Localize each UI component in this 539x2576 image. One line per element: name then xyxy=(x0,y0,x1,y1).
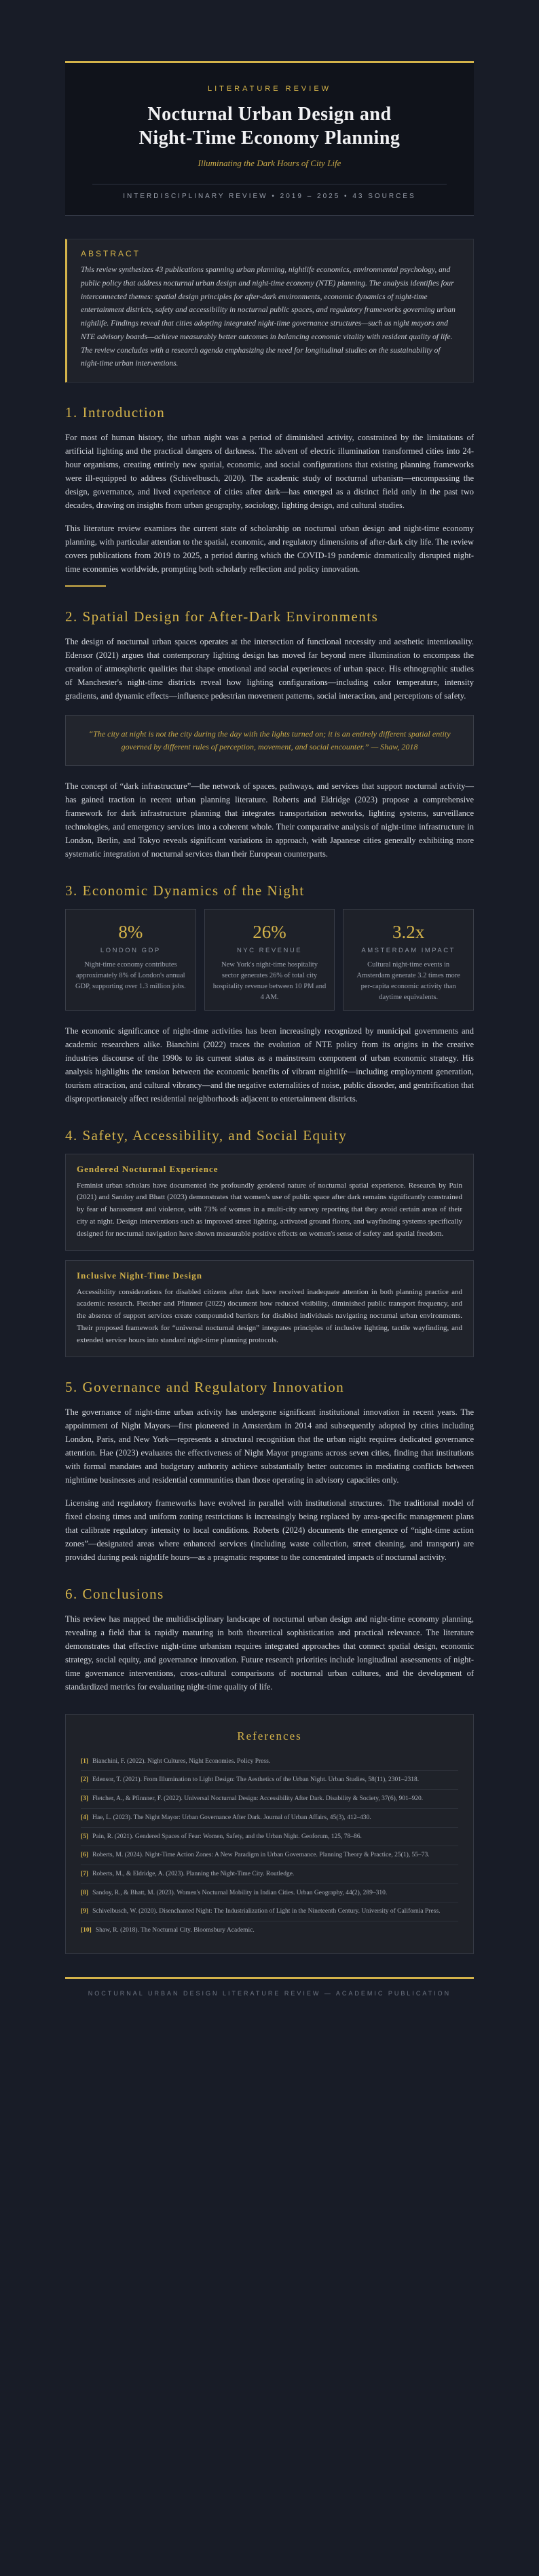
reference-item xyxy=(81,1902,458,1921)
paragraph: This literature review examines the current state of scholarship on nocturnal urban design and night-time economy planning, with particular attention to the spatial, economic, and regulatory dimensions of after-dark city life. The review covers publications from 2019 to 2025, a period during which the COVID-19 pandemic dramatically disrupted night-time economies worldwide, prompting both scholarly reflection and policy innovation. xyxy=(65,524,474,574)
section-heading: 4. Safety, Accessibility, and Social Equity xyxy=(65,1127,348,1144)
reference-number: [7] xyxy=(81,1870,89,1877)
card-title: Inclusive Night-Time Design xyxy=(77,1270,202,1281)
stats-row xyxy=(65,909,474,1011)
page xyxy=(0,61,539,2024)
reference-text: Fletcher, A., & Pfinnner, F. (2022). Universal Nocturnal Design: Accessibility After Dark. Disability & Society, 37(6), 901–920. xyxy=(92,1795,424,1803)
reference-text: Hae, L. (2023). The Night Mayor: Urban Governance After Dark. Journal of Urban Affairs, 45(3), 412–430. xyxy=(92,1814,371,1821)
page-title xyxy=(92,102,447,150)
section-governance xyxy=(65,1379,474,1564)
reference-text: Sandoy, R., & Bhatt, M. (2023). Women's Nocturnal Mobility in Indian Cities. Urban Geography, 44(2), 289–310. xyxy=(92,1889,388,1896)
reference-number: [10] xyxy=(81,1927,92,1934)
paragraph: The design of nocturnal urban spaces operates at the intersection of functional necessity and aesthetic intentionality. Edensor (2021) argues that contemporary lighting design has moved far beyond mere illumination to encompass the creation of atmospheric qualities that shape emotional and social experiences of urban space. His ethnographic studies of Manchester's night-time districts reveal how lighting configurations—including color temperature, intensity gradients, and dynamic effects—influence pedestrian movement patterns, social interaction, and perceptions of safety. xyxy=(65,637,474,701)
reference-item xyxy=(81,1753,458,1772)
page-footer xyxy=(65,1977,474,1997)
stat-card-nyc xyxy=(204,909,335,1011)
stat-value: 8% xyxy=(118,921,143,942)
stat-label: LONDON GDP xyxy=(100,946,161,954)
section-heading: 5. Governance and Regulatory Innovation xyxy=(65,1378,345,1395)
reference-number: [6] xyxy=(81,1852,89,1859)
paragraph: For most of human history, the urban night was a period of diminished activity, constrained by the limitations of artificial lighting and the practical dangers of darkness. The advent of electric illumination transformed cities into 24-hour organisms, creating entirely new spatial, economic, and social configurations that existing planning frameworks were ill-equipped to address (Schivelbusch, 2020). The academic study of nocturnal urbanism—encompassing the design, governance, and lived experience of cities after dark—has emerged as a distinct field only in the past two decades, drawing on insights from urban geography, sociology, lighting design, and cultural studies. xyxy=(65,433,474,511)
reference-text: Shaw, R. (2018). The Nocturnal City. Bloomsbury Academic. xyxy=(95,1927,255,1934)
section-heading: 6. Conclusions xyxy=(65,1585,164,1602)
stat-description: Cultural night-time events in Amsterdam generate 3.2 times more per-capita economic activity than daytime equivalents. xyxy=(356,960,460,1002)
title-line-1: Nocturnal Urban Design and xyxy=(147,104,392,125)
paragraph: The economic significance of night-time activities has been increasingly recognized by municipal governments and academic researchers alike. Bianchini (2022) traces the evolution of NTE policy from its origins in the creative industries discourse of the 1990s to its current status as a mainstream component of urban economic strategy. His analysis highlights the tension between the economic benefits of vibrant nightlife—including employment generation, tourism attraction, and cultural vibrancy—and the negative externalities of noise, public disorder, and gentrification that disproportionately affect residential neighborhoods adjacent to entertainment districts. xyxy=(65,1026,474,1104)
reference-item xyxy=(81,1865,458,1884)
stat-value: 3.2x xyxy=(392,921,425,942)
stat-description: Night-time economy contributes approximately 8% of London's annual GDP, supporting over 1.3 million jobs. xyxy=(75,960,186,991)
document-type-label: LITERATURE REVIEW xyxy=(207,85,332,93)
reference-text: Bianchini, F. (2022). Night Cultures, Night Economies. Policy Press. xyxy=(92,1757,271,1765)
abstract-label: ABSTRACT xyxy=(81,249,141,258)
stat-card-amsterdam xyxy=(343,909,474,1011)
paragraph: The governance of night-time urban activity has undergone significant institutional innovation in recent years. The appointment of Night Mayors—first pioneered in Amsterdam in 2014 and subsequently adopted by cities including London, Paris, and New York—represents a structural recognition that the urban night requires dedicated governance attention. Hae (2023) evaluates the effectiveness of Night Mayor programs across seven cities, finding that institutions with formal mandates and budgetary authority achieve substantially better outcomes in mediating conflicts between nighttime businesses and residential communities than those operating in advisory capacities only. xyxy=(65,1407,474,1485)
paragraph: Licensing and regulatory frameworks have evolved in parallel with institutional structures. The traditional model of fixed closing times and uniform zoning restrictions is increasingly being replaced by area-specific management plans that calibrate regulatory intensity to local conditions. Roberts (2024) documents the emergence of “night-time action zones”—designated areas where enhanced services (including waste collection, street cleaning, and transport) are provided during peak nightlife hours—as a pragmatic response to the concentrated impacts of nocturnal activity. xyxy=(65,1498,474,1562)
reference-number: [2] xyxy=(81,1776,89,1784)
paragraph: The concept of “dark infrastructure”—the network of spaces, pathways, and services that support nocturnal activity—has gained traction in recent urban planning literature. Roberts and Eldridge (2023) propose a comprehensive framework for dark infrastructure planning that integrates transportation networks, lighting systems, surveillance technologies, and emergency services into a coherent whole. Their comparative analysis of night-time infrastructure in London, Berlin, and Tokyo reveals significant variations in approach, with Japanese cities generally exhibiting more systematic integration of nocturnal services than their European counterparts. xyxy=(65,781,474,859)
stat-label: NYC REVENUE xyxy=(236,946,303,954)
reference-text: Pain, R. (2021). Gendered Spaces of Fear: Women, Safety, and the Urban Night. Geoforum, 125, 78–86. xyxy=(92,1833,362,1840)
card-text: Feminist urban scholars have documented the profoundly gendered nature of nocturnal spatial experience. Research by Pain (2021) and Sandoy and Bhatt (2023) demonstrates that women's use of public space after dark remains significantly constrained by fear of harassment and violence, with 73% of women in a multi-city survey reporting that they avoid certain areas of their city at night. Design interventions such as improved street lighting, activated ground floors, and wayfinding systems specifically designed for nocturnal navigation have shown measurable positive effects on women's sense of safety and spatial freedom. xyxy=(77,1181,462,1238)
references-heading: References xyxy=(237,1729,302,1742)
section-divider xyxy=(65,585,106,587)
reference-text: Roberts, M. (2024). Night-Time Action Zones: A New Paradigm in Urban Governance. Planning Theory & Practice, 25(1), 55–73. xyxy=(92,1852,430,1859)
card-text: Accessibility considerations for disabled citizens after dark have received inadequate attention in both planning practice and academic research. Fletcher and Pfinnner (2022) document how reduced visibility, diminished public transport frequency, and the absence of support services create compounded barriers for disabled individuals navigating nocturnal urban environments. Their proposed framework for “universal nocturnal design” integrates principles of inclusive lighting, tactile wayfinding, and extended service hours into standard night-time planning protocols. xyxy=(77,1287,462,1344)
reference-number: [3] xyxy=(81,1795,89,1803)
reference-item xyxy=(81,1828,458,1847)
reference-number: [9] xyxy=(81,1908,89,1915)
reference-item xyxy=(81,1884,458,1903)
topic-card-inclusive xyxy=(65,1260,474,1357)
references-box xyxy=(65,1714,474,1954)
footer-text: NOCTURNAL URBAN DESIGN LITERATURE REVIEW — ACADEMIC PUBLICATION xyxy=(88,1989,451,1997)
reference-item xyxy=(81,1846,458,1865)
reference-text: Schivelbusch, W. (2020). Disenchanted Night: The Industrialization of Light in the Nineteenth Century. University of California Press. xyxy=(92,1908,441,1915)
reference-number: [8] xyxy=(81,1889,89,1896)
card-title: Gendered Nocturnal Experience xyxy=(77,1163,219,1174)
section-heading: 2. Spatial Design for After-Dark Environments xyxy=(65,608,379,625)
topic-card-gendered xyxy=(65,1154,474,1251)
document-meta: INTERDISCIPLINARY REVIEW • 2019 – 2025 • 43 SOURCES xyxy=(123,193,416,200)
section-spatial-design xyxy=(65,608,474,860)
abstract-box xyxy=(65,239,474,383)
section-introduction xyxy=(65,404,474,587)
paragraph: This review has mapped the multidisciplinary landscape of nocturnal urban design and night-time economy planning, revealing a field that is rapidly maturing in both theoretical sophistication and practical relevance. The literature demonstrates that effective night-time urbanism requires integrated approaches that connect spatial design, economic strategy, social equity, and governance innovation. Future research priorities include longitudinal assessments of night-time governance interventions, cross-cultural comparisons of nocturnal urban cultures, and the development of standardized metrics for evaluating night-time quality of life. xyxy=(65,1614,474,1692)
quote-text: “The city at night is not the city during the day with the lights turned on; it is an entirely different spatial entity governed by different rules of perception, movement, and social encounter.” xyxy=(88,729,451,752)
page-subtitle: Illuminating the Dark Hours of City Life xyxy=(198,158,341,168)
document-header xyxy=(65,61,474,216)
stat-value: 26% xyxy=(253,921,286,942)
abstract-text: This review synthesizes 43 publications spanning urban planning, nightlife economics, environmental psychology, and public policy that address nocturnal urban design and night-time economy (NTE) planning. The analysis identifies four interconnected themes: spatial design principles for after-dark environments, economic dynamics of night-time entertainment districts, safety and accessibility in nocturnal public spaces, and regulatory frameworks governing urban nightlife. Findings reveal that cities adopting integrated night-time governance structures—such as night mayors and NTE advisory boards—achieve measurably better outcomes in balancing economic vitality with resident quality of life. The review concludes with a research agenda emphasizing the need for longitudinal studies on the sustainability of night-time urban interventions. xyxy=(81,266,456,368)
reference-text: Edensor, T. (2021). From Illumination to Light Design: The Aesthetics of the Urban Night. Urban Studies, 58(11), 2301–2318. xyxy=(92,1776,420,1784)
section-safety-equity xyxy=(65,1127,474,1357)
reference-item xyxy=(81,1790,458,1809)
quote-author: — Shaw, 2018 xyxy=(371,742,418,752)
reference-item xyxy=(81,1921,458,1940)
reference-text: Roberts, M., & Eldridge, A. (2023). Planning the Night-Time City. Routledge. xyxy=(92,1870,295,1877)
section-economic-dynamics xyxy=(65,882,474,1106)
section-conclusions xyxy=(65,1586,474,1694)
reference-item xyxy=(81,1809,458,1828)
reference-item xyxy=(81,1771,458,1790)
reference-number: [1] xyxy=(81,1757,89,1765)
reference-number: [5] xyxy=(81,1833,89,1840)
pull-quote xyxy=(65,715,474,765)
section-heading: 1. Introduction xyxy=(65,404,166,421)
title-line-2: Night-Time Economy Planning xyxy=(138,128,401,149)
section-heading: 3. Economic Dynamics of the Night xyxy=(65,882,305,899)
reference-number: [4] xyxy=(81,1814,89,1821)
stat-label: AMSTERDAM IMPACT xyxy=(361,946,456,954)
stat-description: New York's night-time hospitality sector generates 26% of total city hospitality revenue between 10 PM and 4 AM. xyxy=(212,960,327,1002)
stat-card-london xyxy=(65,909,196,1011)
